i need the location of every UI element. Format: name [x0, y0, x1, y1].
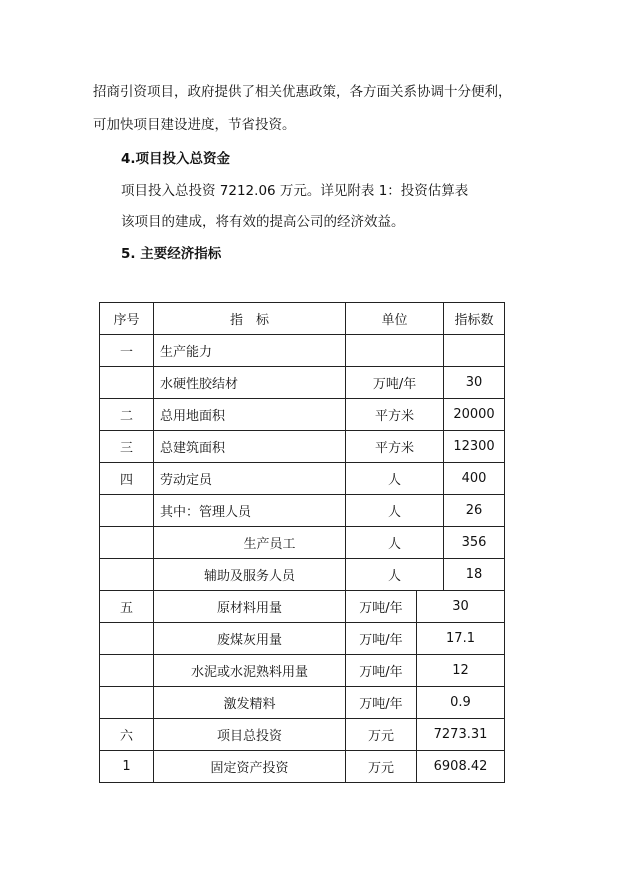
row-unit: 人 — [346, 495, 444, 527]
row-seq: 1 — [100, 751, 154, 783]
indicator-table — [99, 302, 505, 783]
table-row — [100, 655, 505, 687]
row-value: 30 — [444, 367, 505, 399]
row-seq — [100, 495, 154, 527]
table-row — [100, 335, 505, 367]
row-value: 12 — [417, 655, 505, 687]
table-row — [100, 591, 505, 623]
table-row — [100, 431, 505, 463]
row-seq — [100, 367, 154, 399]
row-seq: 二 — [100, 399, 154, 431]
row-seq — [100, 559, 154, 591]
header-unit: 单位 — [346, 303, 444, 335]
row-value: 0.9 — [417, 687, 505, 719]
section-heading-4: 4.项目投入总资金 — [121, 151, 231, 167]
row-unit: 人 — [346, 559, 444, 591]
row-unit: 万吨/年 — [346, 591, 417, 623]
row-value: 6908.42 — [417, 751, 505, 783]
table-row — [100, 687, 505, 719]
row-name: 生产员工 — [154, 527, 346, 559]
row-value: 18 — [444, 559, 505, 591]
table-row — [100, 367, 505, 399]
row-seq: 四 — [100, 463, 154, 495]
paragraph-line-1: 招商引资项目，政府提供了相关优惠政策，各方面关系协调十分便利， — [93, 84, 512, 100]
row-value: 30 — [417, 591, 505, 623]
row-value: 26 — [444, 495, 505, 527]
row-unit: 万元 — [346, 751, 417, 783]
paragraph-line-4: 该项目的建成，将有效的提高公司的经济效益。 — [121, 214, 405, 230]
row-name: 原材料用量 — [154, 591, 346, 623]
row-name: 水硬性胶结材 — [154, 367, 346, 399]
header-value: 指标数 — [444, 303, 505, 335]
row-seq — [100, 687, 154, 719]
header-seq: 序号 — [100, 303, 154, 335]
table-row — [100, 463, 505, 495]
row-unit: 万吨/年 — [346, 367, 444, 399]
row-name: 生产能力 — [154, 335, 346, 367]
row-name: 水泥或水泥熟料用量 — [154, 655, 346, 687]
row-unit: 人 — [346, 527, 444, 559]
table-row — [100, 751, 505, 783]
table-row — [100, 399, 505, 431]
row-unit: 人 — [346, 463, 444, 495]
row-name: 激发精料 — [154, 687, 346, 719]
row-name: 总用地面积 — [154, 399, 346, 431]
row-unit — [346, 335, 444, 367]
row-name: 固定资产投资 — [154, 751, 346, 783]
row-value — [444, 335, 505, 367]
row-seq: 五 — [100, 591, 154, 623]
table-header-row — [100, 303, 505, 335]
row-value: 20000 — [444, 399, 505, 431]
row-value: 356 — [444, 527, 505, 559]
row-unit: 万吨/年 — [346, 655, 417, 687]
row-name: 总建筑面积 — [154, 431, 346, 463]
table-row — [100, 527, 505, 559]
row-value: 17.1 — [417, 623, 505, 655]
table-row — [100, 495, 505, 527]
row-value: 12300 — [444, 431, 505, 463]
row-value: 400 — [444, 463, 505, 495]
table-row — [100, 559, 505, 591]
row-name: 辅助及服务人员 — [154, 559, 346, 591]
row-seq — [100, 623, 154, 655]
row-value: 7273.31 — [417, 719, 505, 751]
row-seq — [100, 527, 154, 559]
paragraph-line-3: 项目投入总投资 7212.06 万元。详见附表 1：投资估算表 — [121, 183, 469, 199]
row-name: 废煤灰用量 — [154, 623, 346, 655]
row-unit: 平方米 — [346, 399, 444, 431]
row-name: 项目总投资 — [154, 719, 346, 751]
row-seq: 三 — [100, 431, 154, 463]
paragraph-line-2: 可加快项目建设进度，节省投资。 — [93, 117, 296, 133]
section-heading-5: 5. 主要经济指标 — [121, 246, 222, 262]
row-unit: 平方米 — [346, 431, 444, 463]
table-row — [100, 623, 505, 655]
row-name: 其中：管理人员 — [154, 495, 346, 527]
row-unit: 万吨/年 — [346, 687, 417, 719]
row-name: 劳动定员 — [154, 463, 346, 495]
row-unit: 万元 — [346, 719, 417, 751]
header-indicator: 指 标 — [154, 303, 346, 335]
row-seq — [100, 655, 154, 687]
row-unit: 万吨/年 — [346, 623, 417, 655]
row-seq: 一 — [100, 335, 154, 367]
row-seq: 六 — [100, 719, 154, 751]
table-row — [100, 719, 505, 751]
